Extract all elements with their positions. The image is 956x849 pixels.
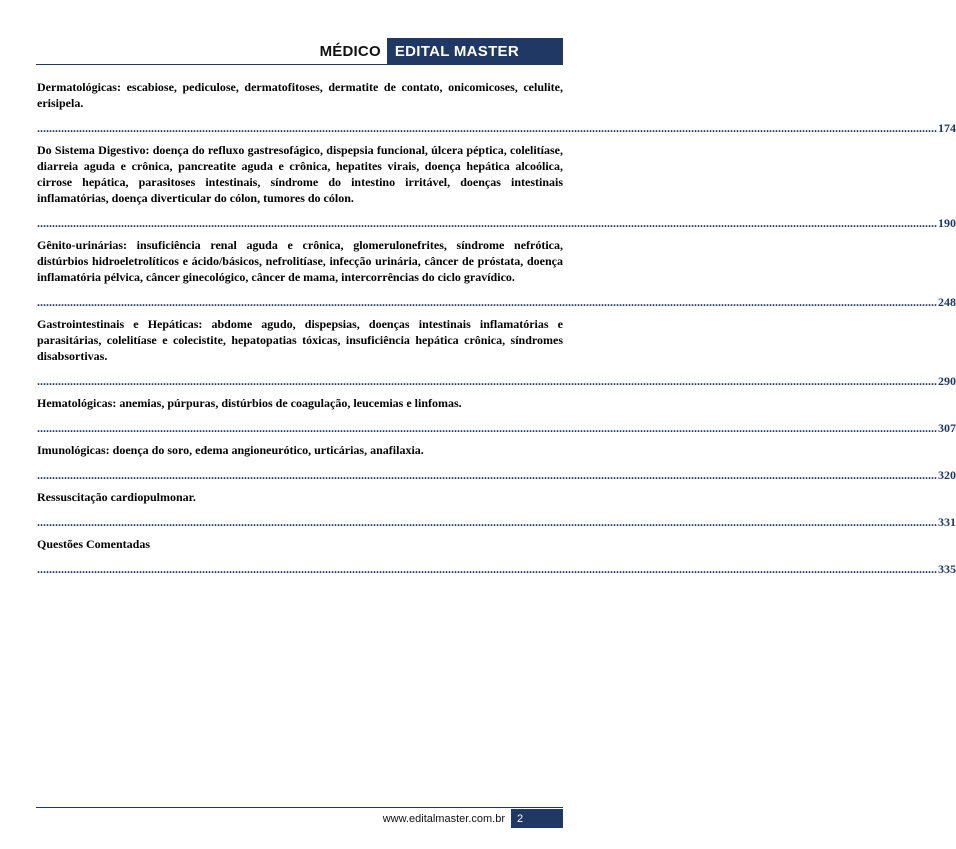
dot-leader: ............................................................................................................................................................................................................................................................................................................: [37, 216, 937, 230]
toc-entry-title: Imunológicas: doença do soro, edema angioneurótico, urticárias, anafilaxia.: [37, 443, 424, 457]
toc-entry[interactable]: [37, 442, 956, 482]
toc-entry-leader: [37, 121, 956, 135]
dot-leader: ............................................................................................................................................................................................................................................................................................................: [37, 295, 937, 309]
toc-entry-page: 248: [938, 295, 956, 309]
dot-leader: ............................................................................................................................................................................................................................................................................................................: [37, 468, 937, 482]
toc-entry-title: Ressuscitação cardiopulmonar.: [37, 490, 196, 504]
toc-entry-leader: [37, 468, 956, 482]
toc-entry-title: Questões Comentadas: [37, 537, 150, 551]
toc-entry-page: 320: [938, 468, 956, 482]
toc-entry[interactable]: [37, 142, 956, 230]
dot-leader: ............................................................................................................................................................................................................................................................................................................: [37, 421, 937, 435]
dot-leader: ............................................................................................................................................................................................................................................................................................................: [37, 515, 937, 529]
toc-entry-leader: [37, 562, 956, 576]
toc-entry[interactable]: [37, 489, 956, 529]
page-header: [320, 38, 563, 65]
toc-entry-page: 290: [938, 374, 956, 388]
toc-entry[interactable]: [37, 395, 956, 435]
header-brand: EDITAL MASTER: [387, 38, 563, 65]
toc-entry[interactable]: [37, 237, 956, 309]
toc-entry[interactable]: [37, 536, 956, 576]
toc-entry-title: Dermatológicas: escabiose, pediculose, dermatofitoses, dermatite de contato, onicomicoses, celulite, erisipela.: [37, 80, 563, 110]
toc-entry-leader: [37, 374, 956, 388]
footer-divider: [36, 807, 563, 808]
toc-entry-leader: [37, 421, 956, 435]
toc-entry-title: Do Sistema Digestivo: doença do refluxo gastresofágico, dispepsia funcional, úlcera péptica, colelitíase, diarreia aguda e crônica, pancreatite aguda e crônica, hepatites virais, doença hepática alcoólica, cirrose hepática, parasitoses intestinais, síndrome do intestino irritável, doenças intestinais inflamatórias, doença diverticular do cólon, tumores do cólon.: [37, 143, 563, 205]
toc-entry-leader: [37, 216, 956, 230]
toc-entry-page: 335: [938, 562, 956, 576]
toc-entry-page: 331: [938, 515, 956, 529]
header-category: MÉDICO: [319, 43, 381, 60]
toc-entry-leader: [37, 515, 956, 529]
toc-entry-title: Gastrointestinais e Hepáticas: abdome agudo, dispepsias, doenças intestinais inflamatórias e parasitárias, colelitíase e colecistite, hepatopatias tóxicas, insuficiência hepática crônica, síndromes disabsortivas.: [37, 317, 563, 363]
toc-entry-title: Gênito-urinárias: insuficiência renal aguda e crônica, glomerulonefrites, síndrome nefrótica, distúrbios hidroeletrolíticos e ácido/básicos, nefrolitíase, infecção urinária, câncer de próstata, doença inflamatória pélvica, câncer ginecológico, câncer de mama, intercorrências do ciclo gravídico.: [37, 238, 563, 284]
toc-entry[interactable]: [37, 316, 956, 388]
toc-entry[interactable]: [37, 79, 956, 135]
table-of-contents: [37, 79, 956, 583]
page-footer: [383, 809, 563, 828]
toc-entry-page: 307: [938, 421, 956, 435]
dot-leader: ............................................................................................................................................................................................................................................................................................................: [37, 562, 937, 576]
toc-entry-title: Hematológicas: anemias, púrpuras, distúrbios de coagulação, leucemias e linfomas.: [37, 396, 462, 410]
page-number: 2: [511, 809, 563, 828]
dot-leader: ............................................................................................................................................................................................................................................................................................................: [37, 121, 937, 135]
footer-url[interactable]: www.editalmaster.com.br: [382, 812, 505, 825]
toc-entry-page: 174: [938, 121, 956, 135]
dot-leader: ............................................................................................................................................................................................................................................................................................................: [37, 374, 937, 388]
header-divider: [36, 64, 563, 65]
toc-entry-leader: [37, 295, 956, 309]
toc-entry-page: 190: [938, 216, 956, 230]
